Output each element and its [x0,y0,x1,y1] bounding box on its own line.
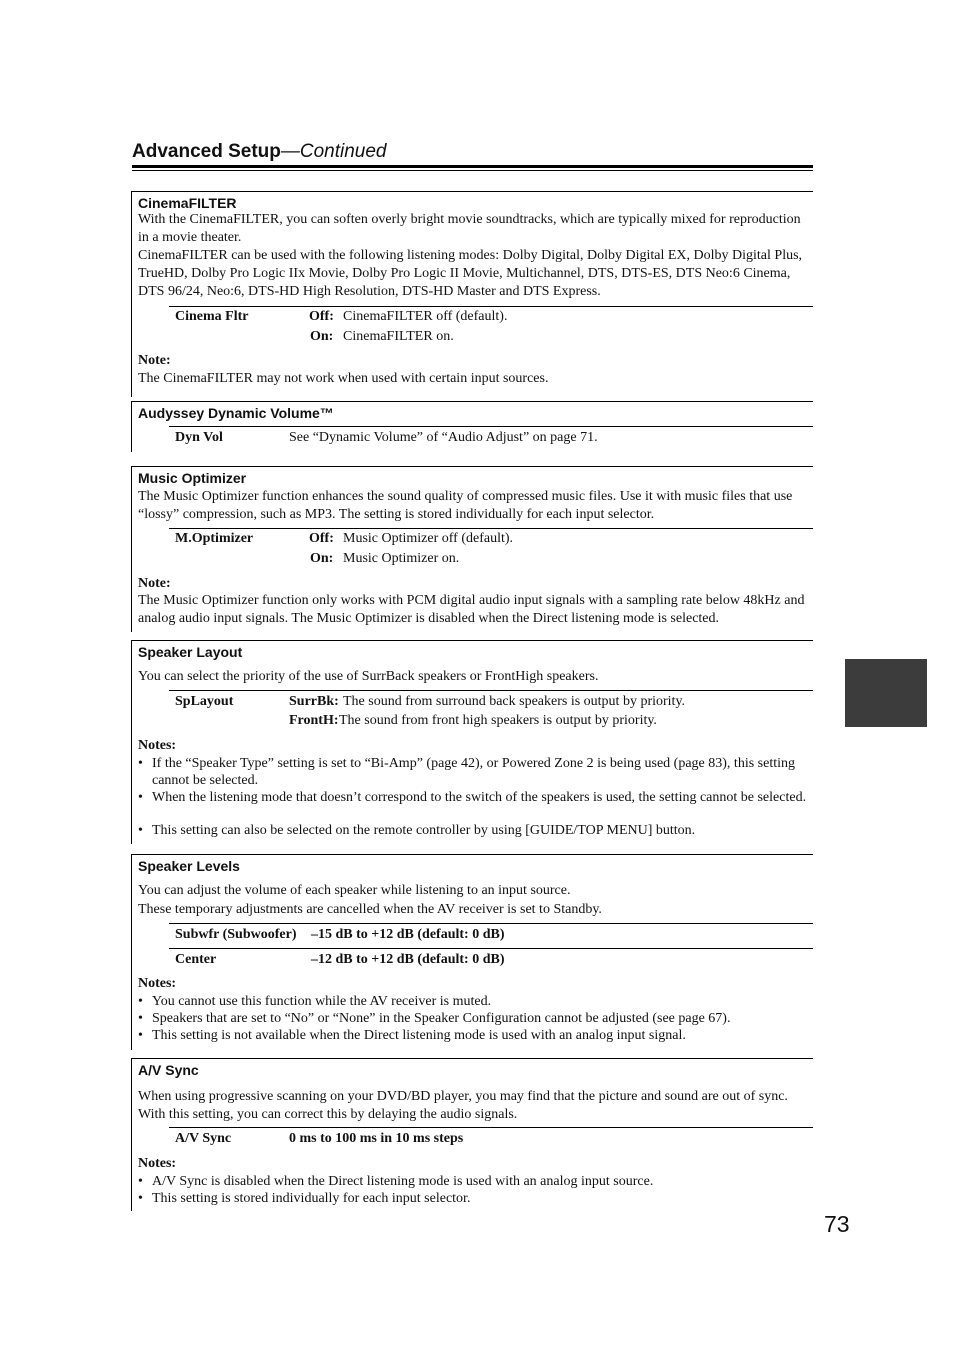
table-rule [169,426,813,427]
note-item [138,1010,808,1027]
option-key: FrontH: [289,713,339,728]
note-text: If the “Speaker Type” setting is set to “Bi-Amp” (page 42), or Powered Zone 2 is being used (page 83), this setting cannot be selected. [152,756,795,788]
section-description: The Music Optimizer function enhances the sound quality of compressed music files. Use it with music files that use “lossy” compression, such as MP3. The setting is stored individually for each input selector. [138,489,793,522]
note-item [138,1173,808,1190]
option-desc: CinemaFILTER off (default). [343,309,508,324]
note-heading: Note: [138,576,171,591]
setting-name: M.Optimizer [175,531,254,546]
header-title: Advanced Setup [132,141,281,162]
note-text: The Music Optimizer function only works with PCM digital audio input signals with a sampling rate below 48kHz and analog audio input signals. The Music Optimizer is disabled when the Direct listening mode is selected. [138,593,805,626]
header-rule-thin [132,170,813,171]
section-title: Speaker Layout [138,644,243,660]
notes-heading: Notes: [138,738,177,753]
page-header [132,140,813,164]
table-rule [169,306,813,307]
option-desc: The sound from front high speakers is output by priority. [339,713,657,728]
option-desc: Music Optimizer on. [343,551,460,566]
note-item [138,789,808,806]
setting-name: SpLayout [175,694,234,709]
setting-name: Subwfr (Subwoofer) [175,927,297,942]
note-text: The CinemaFILTER may not work when used with certain input sources. [138,371,549,386]
option-key: SurrBk: [289,694,339,709]
note-text: This setting is not available when the Direct listening mode is used with an analog input signal. [152,1028,686,1043]
table-rule [169,1127,813,1128]
note-item [138,1190,808,1207]
speaker-levels-section [131,854,813,1050]
option-key: Off: [309,531,334,546]
section-description: You can adjust the volume of each speaker while listening to an input source. [138,883,571,898]
bullet-icon: • [138,1174,143,1189]
option-key: Off: [309,309,334,324]
section-title: Music Optimizer [138,470,247,486]
note-item [138,822,808,839]
cinemafilter-section [131,191,813,397]
bullet-icon: • [138,1028,143,1043]
note-text: A/V Sync is disabled when the Direct listening mode is used with an analog input source. [152,1174,654,1189]
note-heading: Note: [138,353,171,368]
note-text: This setting can also be selected on the remote controller by using [GUIDE/TOP MENU] button. [152,823,696,838]
header-continued: —Continued [280,141,387,162]
option-key: On: [310,551,334,566]
table-rule [169,528,813,529]
setting-desc: See “Dynamic Volume” of “Audio Adjust” on page 71. [289,430,598,445]
chapter-side-tab [845,659,927,727]
table-rule [169,948,813,949]
section-description: CinemaFILTER can be used with the following listening modes: Dolby Digital, Dolby Digital EX, Dolby Digital Plus, TrueHD, Dolby Pro Logic IIx Movie, Dolby Pro Logic II Movie, Multichannel, DTS, DTS-ES, DTS Neo:6 Cinema, DTS 96/24, Neo:6, DTS-HD High Resolution, DTS-HD Master and DTS Express. [138,248,803,299]
setting-value: –15 dB to +12 dB (default: 0 dB) [311,927,505,942]
note-text: You cannot use this function while the AV receiver is muted. [152,994,492,1009]
option-desc: CinemaFILTER on. [343,329,454,344]
speaker-layout-section [131,640,813,844]
page-number: 73 [824,1211,850,1237]
dynamic-volume-section [131,401,813,452]
note-item [138,755,808,789]
bullet-icon: • [138,790,143,805]
bullet-icon: • [138,756,143,771]
setting-value: 0 ms to 100 ms in 10 ms steps [289,1131,464,1146]
section-description: When using progressive scanning on your DVD/BD player, you may find that the picture and sound are out of sync. With this setting, you can correct this by delaying the audio signals. [138,1089,788,1122]
bullet-icon: • [138,823,143,838]
music-optimizer-section [131,466,813,632]
section-title: A/V Sync [138,1062,199,1078]
note-text: Speakers that are set to “No” or “None” in the Speaker Configuration cannot be adjusted (see page 67). [152,1011,731,1026]
section-description: You can select the priority of the use of SurrBack speakers or FrontHigh speakers. [138,669,599,684]
notes-heading: Notes: [138,1156,177,1171]
note-text: This setting is stored individually for each input selector. [152,1191,471,1206]
section-description: With the CinemaFILTER, you can soften overly bright movie soundtracks, which are typically mixed for reproduction in a movie theater. [138,212,801,245]
setting-name: Dyn Vol [175,430,223,445]
bullet-icon: • [138,1191,143,1206]
setting-name: Cinema Fltr [175,309,249,324]
note-text: When the listening mode that doesn’t correspond to the switch of the speakers is used, the setting cannot be selected. [152,790,807,805]
option-desc: Music Optimizer off (default). [343,531,514,546]
section-title: CinemaFILTER [138,195,237,211]
setting-value: –12 dB to +12 dB (default: 0 dB) [311,952,505,967]
section-title: Speaker Levels [138,858,240,874]
note-item [138,993,808,1010]
option-desc: The sound from surround back speakers is output by priority. [343,694,686,709]
table-rule [169,690,813,691]
setting-name: Center [175,952,217,967]
section-description: These temporary adjustments are cancelled when the AV receiver is set to Standby. [138,902,602,917]
note-item [138,1027,808,1044]
bullet-icon: • [138,994,143,1009]
header-rule [132,165,813,168]
table-rule [169,923,813,924]
setting-name: A/V Sync [175,1131,232,1146]
notes-heading: Notes: [138,976,177,991]
section-title: Audyssey Dynamic Volume™ [138,405,334,421]
bullet-icon: • [138,1011,143,1026]
option-key: On: [310,329,334,344]
av-sync-section [131,1058,813,1211]
